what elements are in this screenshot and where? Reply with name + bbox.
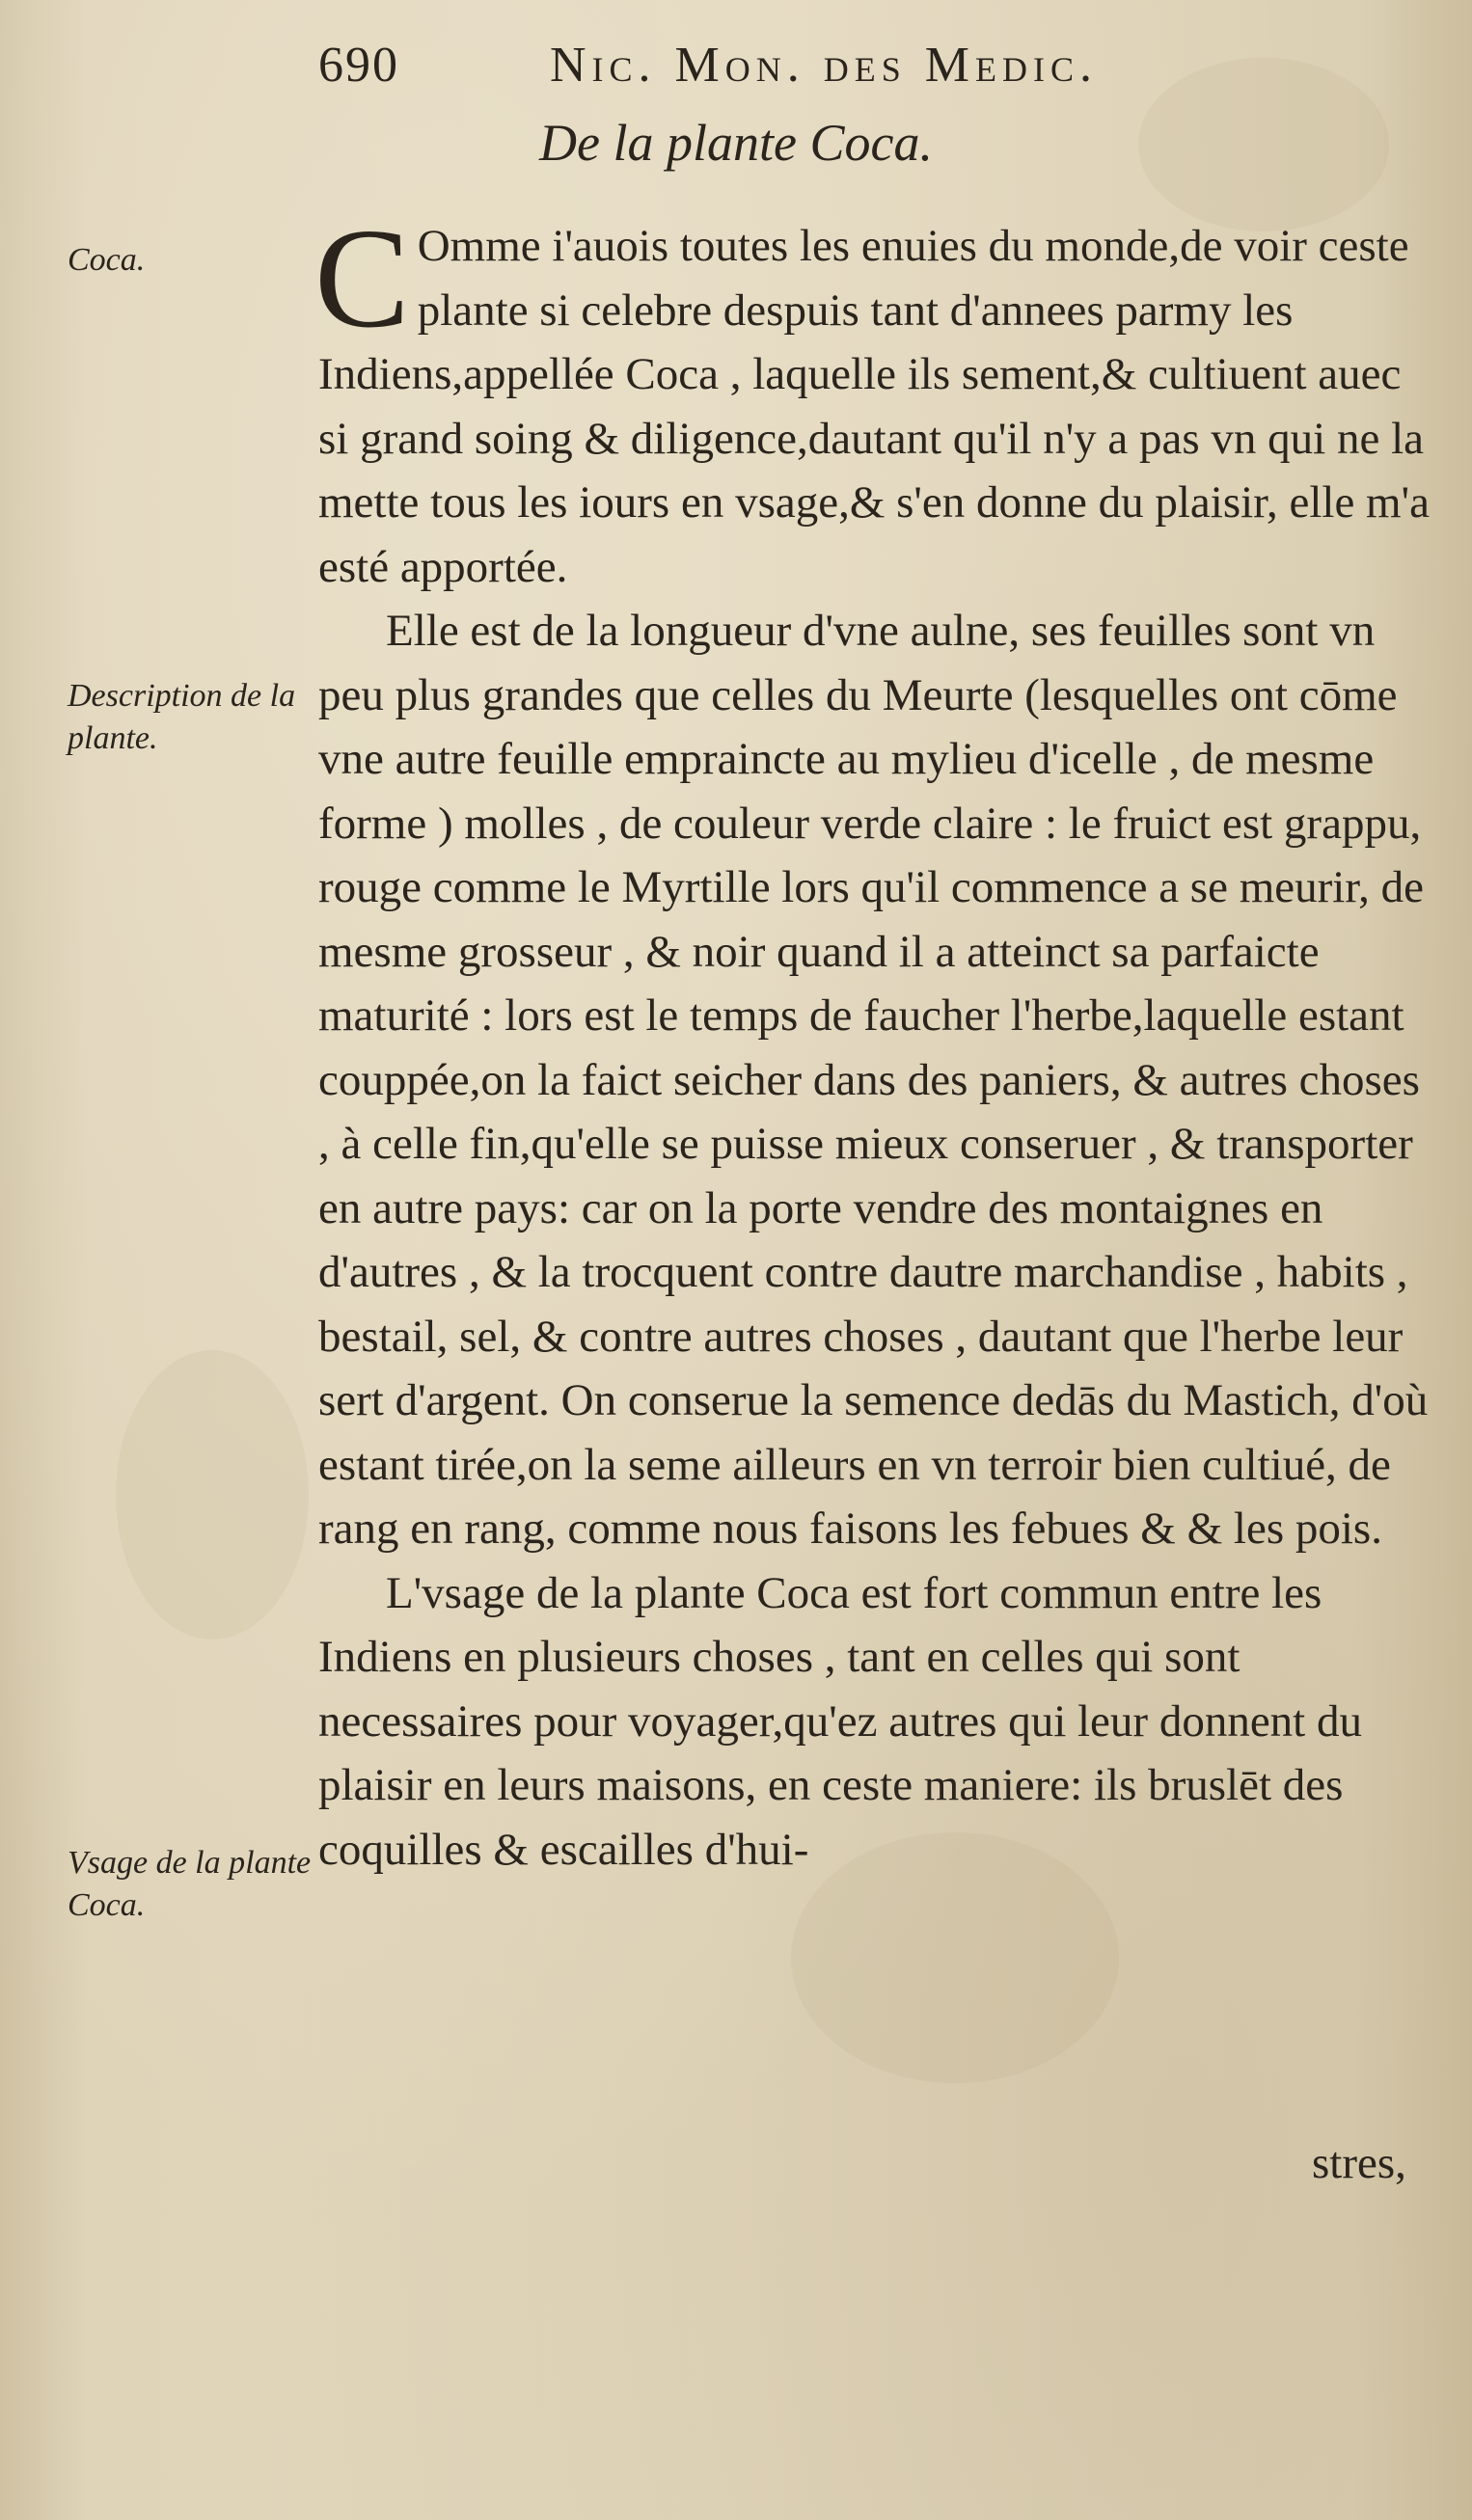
paragraph-1	[314, 200, 1432, 599]
paragraph-2: Elle est de la longueur d'vne aulne, ses feuilles sont vn peu plus grandes que celles du Meurte (lesquelles ont cōme vne autre feuille empraincte au mylieu d'icelle , de mesme forme ) molles , de couleur verde claire : le fruict est grappu, rouge comme le Myrtille lors qu'il commence a se meurir, de mesme grosseur , & noir quand il a atteinct sa parfaicte maturité : lors est le temps de faucher l'herbe,laquelle estant couppée,on la faict seicher dans des paniers, & autres choses , à celle fin,qu'elle se puisse mieux conseruer , & transporter en autre pays: car on la porte vendre des montaignes en d'autres , & la trocquent contre dautre marchandise , habits , bestail, sel, & contre autres choses , dautant que l'herbe leur sert d'argent. On conserue la semence dedās du Mastich, d'où estant tirée,on la seme ailleurs en vn terroir bien cultiué, de rang en rang, comme nous faisons les febues & & les pois.	[318, 606, 1429, 1554]
page-number: 690	[318, 38, 399, 93]
main-text	[314, 200, 1432, 1882]
margin-note-usage: Vsage de la plante Coca.	[68, 1845, 312, 1923]
margin-note-coca: Coca.	[68, 242, 146, 278]
paper-stain	[116, 1350, 309, 1639]
margin-note-description: Description de la plante.	[68, 678, 296, 756]
running-head: Nic. Mon. des Medic.	[550, 38, 1099, 93]
paragraph-1-text: Omme i'auois toutes les enuies du monde,de voir ceste plante si celebre despuis tant d'annees parmy les Indiens,appellée Coca , laquelle ils sement,& cultiuent auec si grand soing & diligence,dautant qu'il n'y a pas vn qui ne la mette tous les iours en vsage,& s'en donne du plaisir, elle m'a esté apportée.	[318, 221, 1430, 592]
drop-cap-initial: C	[314, 200, 410, 358]
section-title: De la plante Coca.	[539, 114, 933, 172]
paragraph-3: L'vsage de la plante Coca est fort commun entre les Indiens en plusieurs choses , tant en celles qui sont necessaires pour voyager,qu'ez autres qui leur donnent du plaisir en leurs maisons, en ceste maniere: ils bruslēt des coquilles & escailles d'hui-	[318, 1567, 1362, 1875]
page-header	[318, 27, 1360, 104]
catchword: stres,	[1312, 2138, 1406, 2188]
